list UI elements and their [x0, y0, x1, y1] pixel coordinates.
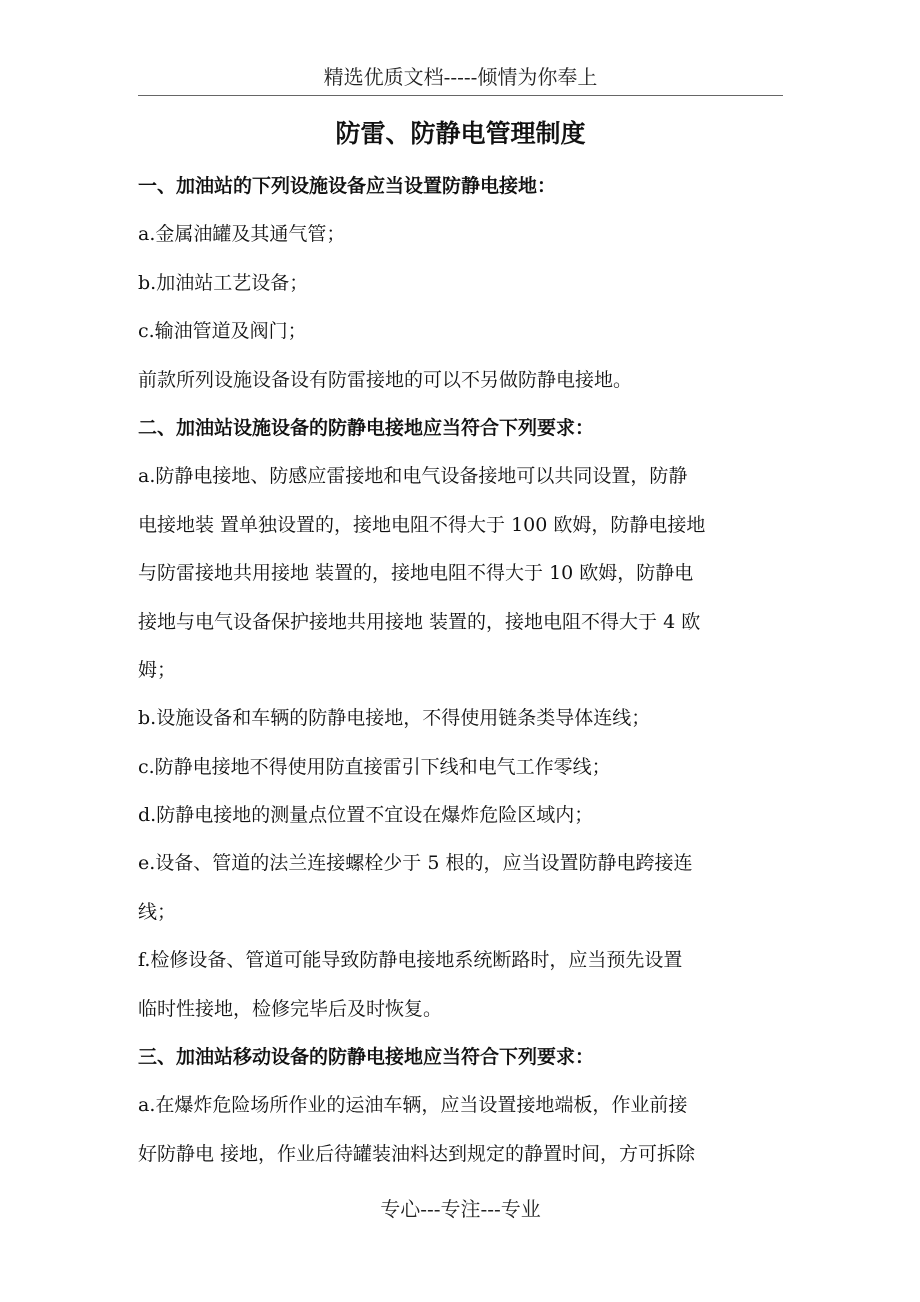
page-footer: 专心---专注---专业: [380, 1197, 541, 1221]
paragraph-line: a.在爆炸危险场所作业的运油车辆，应当设置接地端板，作业前接: [138, 1094, 688, 1117]
paragraph-line: 电接地装 置单独设置的，接地电阻不得大于 100 欧姆，防静电接地: [138, 513, 706, 536]
section-heading-3: 三、加油站移动设备的防静电接地应当符合下列要求：: [138, 1046, 595, 1069]
header-divider: [138, 95, 783, 96]
paragraph-line: b.加油站工艺设备；: [138, 271, 309, 294]
paragraph-line: c.输油管道及阀门；: [138, 320, 307, 343]
paragraph-line: a.防静电接地、防感应雷接地和电气设备接地可以共同设置，防静: [138, 465, 688, 488]
page-header: 精选优质文档-----倾情为你奉上: [323, 65, 598, 89]
paragraph-line: c.防静电接地不得使用防直接雷引下线和电气工作零线；: [138, 755, 611, 778]
paragraph-line: 前款所列设施设备设有防雷接地的可以不另做防静电接地。: [138, 368, 633, 391]
document-body: [138, 162, 783, 1178]
document-title: 防雷、防静电管理制度: [335, 119, 586, 148]
paragraph-line: a.金属油罐及其通气管；: [138, 223, 346, 246]
paragraph-line: e.设备、管道的法兰连接螺栓少于 5 根的，应当设置防静电跨接连: [138, 852, 693, 875]
paragraph-line: f.检修设备、管道可能导致防静电接地系统断路时，应当预先设置: [138, 949, 683, 972]
paragraph-line: d.防静电接地的测量点位置不宜设在爆炸危险区域内；: [138, 804, 594, 827]
paragraph-line: 临时性接地，检修完毕后及时恢复。: [138, 997, 443, 1020]
paragraph-line: 与防雷接地共用接地 装置的，接地电阻不得大于 10 欧姆，防静电: [138, 562, 694, 585]
paragraph-line: 接地与电气设备保护接地共用接地 装置的，接地电阻不得大于 4 欧: [138, 610, 701, 633]
paragraph-line: b.设施设备和车辆的防静电接地，不得使用链条类导体连线；: [138, 707, 651, 730]
paragraph-line: 姆；: [138, 658, 177, 681]
paragraph-line: 好防静电 接地，作业后待罐装油料达到规定的静置时间，方可拆除: [138, 1142, 696, 1165]
section-heading-1: 一、加油站的下列设施设备应当设置防静电接地：: [138, 175, 557, 197]
paragraph-line: 线；: [138, 900, 177, 923]
section-heading-2: 二、加油站设施设备的防静电接地应当符合下列要求：: [138, 416, 595, 439]
